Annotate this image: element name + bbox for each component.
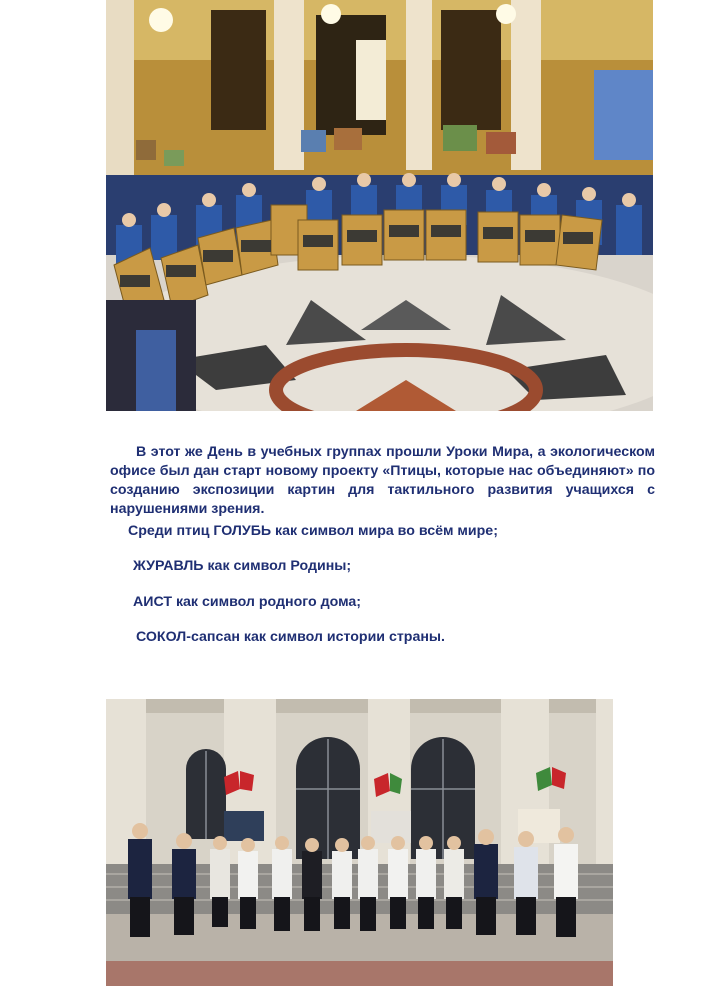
symbol-line-crane: ЖУРАВЛЬ как символ Родины; (133, 558, 352, 574)
symbol-line-falcon: СОКОЛ-сапсан как символ истории страны. (136, 629, 445, 645)
symbol-line-dove: Среди птиц ГОЛУБЬ как символ мира во всём мире; (128, 523, 498, 539)
symbol-line-stork: АИСТ как символ родного дома; (133, 594, 362, 610)
photo-hall-image (106, 0, 653, 411)
intro-paragraph: В этот же День в учебных группах прошли Уроки Мира, а экологическом офисе был дан старт новому проекту «Птицы, которые нас объединяют» по созданию экспозиции картин для тактильного развития учащихся с нарушениями зрения. (110, 444, 655, 518)
photo-building-group (106, 699, 613, 986)
photo-hall-event (106, 0, 653, 411)
photo-building-image (106, 699, 613, 986)
